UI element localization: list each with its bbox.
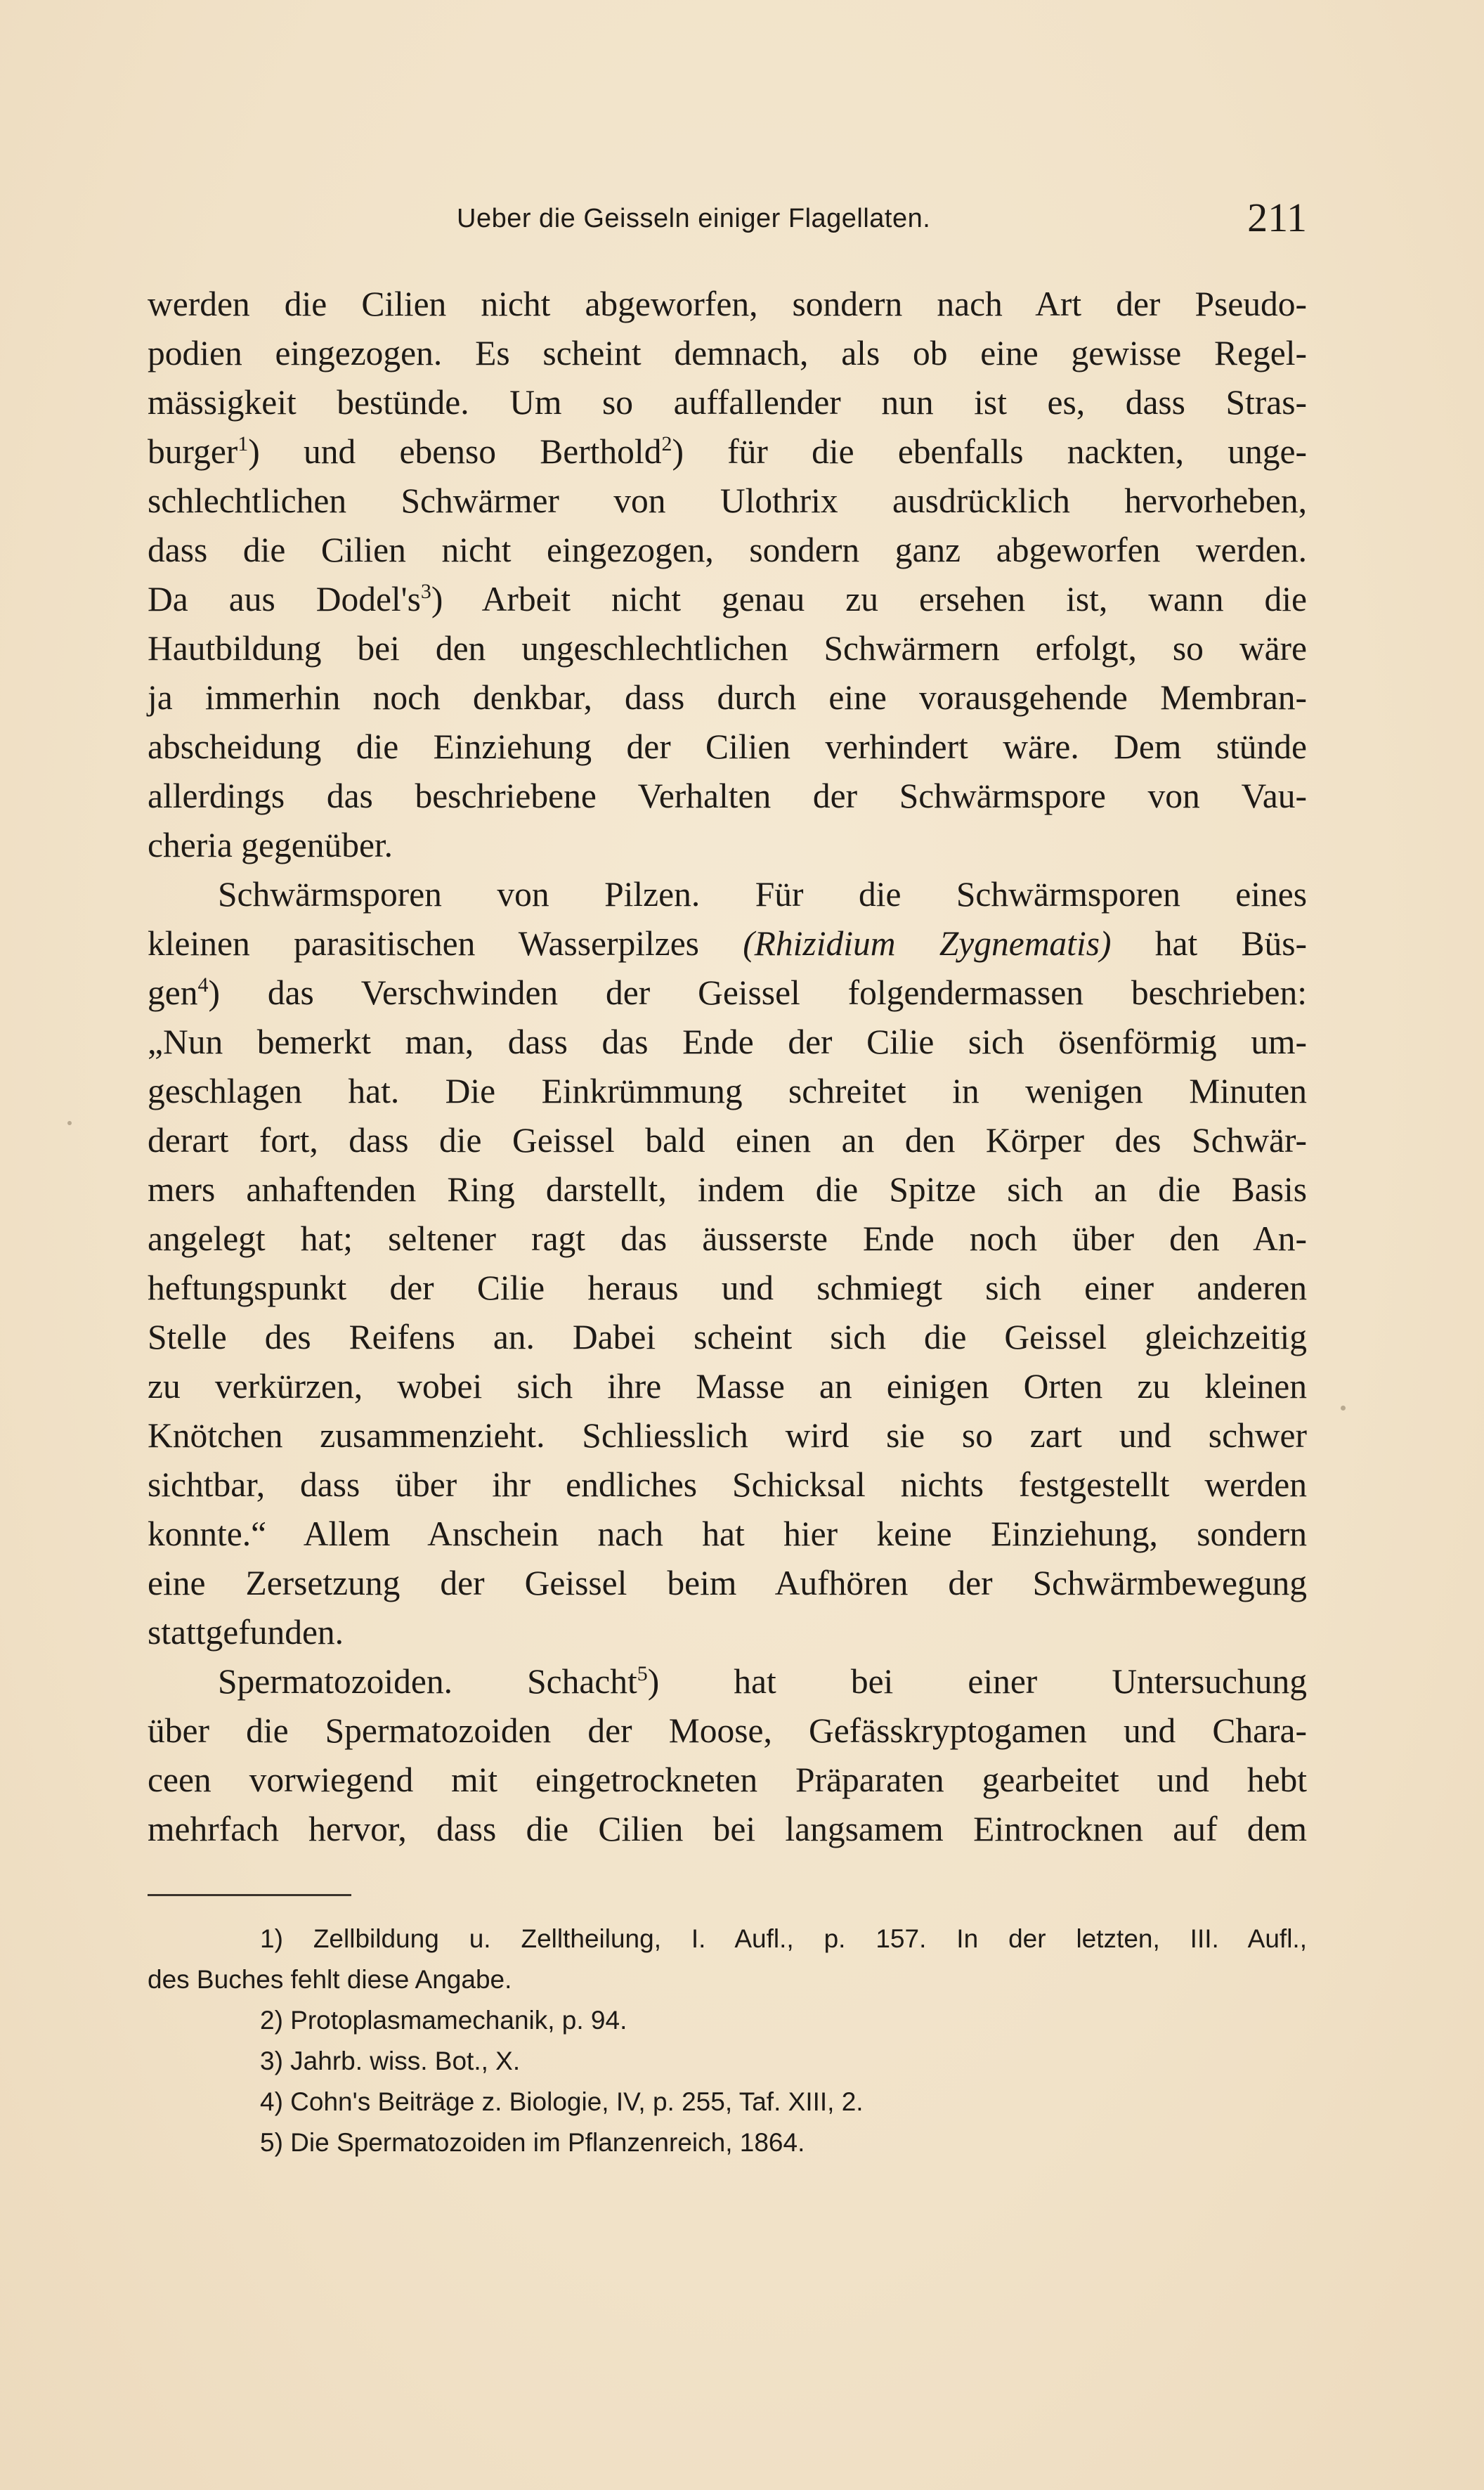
text-run: Spermatozoiden. Schacht	[218, 1662, 637, 1701]
text-line: ceen vorwiegend mit eingetrockneten Präparaten gearbeitet und hebt	[148, 1760, 1307, 1799]
footnote-3: 3) Jahrb. wiss. Bot., X.	[260, 2047, 521, 2075]
header-title: Ueber die Geisseln einiger Flagellaten.	[457, 204, 931, 233]
text-run: ) und ebenso Berthold	[248, 432, 662, 471]
text-line: „Nun bemerkt man, dass das Ende der Cilie sich ösenförmig um-	[148, 1023, 1307, 1061]
text-line: Hautbildung bei den ungeschlechtlichen Schwärmern erfolgt, so wäre	[148, 629, 1307, 668]
text-run: kleinen parasitischen Wasserpilzes	[148, 924, 743, 963]
text-line: cheria gegenüber.	[148, 826, 393, 864]
footnote-divider	[148, 1894, 351, 1896]
text-run: ) Arbeit nicht genau zu ersehen ist, wann die	[431, 580, 1308, 618]
running-header	[148, 190, 1307, 246]
text-line: geschlagen hat. Die Einkrümmung schreitet in wenigen Minuten	[148, 1072, 1307, 1110]
text-line: eine Zersetzung der Geissel beim Aufhören der Schwärmbewegung	[148, 1564, 1307, 1602]
text-line: derart fort, dass die Geissel bald einen an den Körper des Schwär-	[148, 1121, 1307, 1160]
text-line	[148, 968, 1307, 1018]
footnote-ref: 1	[237, 432, 249, 455]
text-line: mers anhaftenden Ring darstellt, indem die Spitze sich an die Basis	[148, 1170, 1307, 1209]
text-line: podien eingezogen. Es scheint demnach, als ob eine gewisse Regel-	[148, 334, 1307, 372]
footnote-ref: 5	[637, 1662, 648, 1685]
text-line: konnte.“ Allem Anschein nach hat hier keine Einziehung, sondern	[148, 1515, 1307, 1553]
text-run: burger	[148, 432, 238, 471]
text-line: schlechtlichen Schwärmer von Ulothrix ausdrücklich hervorheben,	[148, 481, 1307, 520]
body-text	[148, 280, 1307, 1854]
footnote-5: 5) Die Spermatozoiden im Pflanzenreich, 1864.	[260, 2128, 805, 2157]
text-run: gen	[148, 973, 198, 1012]
footnotes	[148, 1919, 1307, 2163]
text-run: ) für die ebenfalls nackten, unge-	[672, 432, 1307, 471]
page-number: 211	[1247, 195, 1307, 240]
text-line: Schwärmsporen von Pilzen. Für die Schwärmsporen eines	[218, 875, 1307, 914]
paper-speck	[1341, 1406, 1346, 1411]
text-line: sichtbar, dass über ihr endliches Schicksal nichts festgestellt werden	[148, 1465, 1307, 1504]
footnote-4: 4) Cohn's Beiträge z. Biologie, IV, p. 255, Taf. XIII, 2.	[260, 2087, 864, 2116]
species-name: (Rhizidium Zygnematis)	[743, 924, 1112, 963]
text-line: heftungspunkt der Cilie heraus und schmiegt sich einer anderen	[148, 1269, 1307, 1307]
footnote-1: 1) Zellbildung u. Zelltheilung, I. Aufl., p. 157. In der letzten, III. Aufl.,	[260, 1924, 1307, 1953]
text-line	[148, 1657, 1307, 1706]
text-run: ) hat bei einer Untersuchung	[647, 1662, 1308, 1701]
text-run: ) das Verschwinden der Geissel folgendermassen beschrieben:	[208, 973, 1307, 1012]
text-line: über die Spermatozoiden der Moose, Gefässkryptogamen und Chara-	[148, 1711, 1307, 1750]
text-line: stattgefunden.	[148, 1613, 344, 1652]
text-line: angelegt hat; seltener ragt das äusserste Ende noch über den An-	[148, 1219, 1307, 1258]
paper-speck	[67, 1121, 72, 1125]
footnote-ref: 4	[197, 973, 209, 997]
text-line: Knötchen zusammenzieht. Schliesslich wird sie so zart und schwer	[148, 1416, 1307, 1455]
text-line: mässigkeit bestünde. Um so auffallender nun ist es, dass Stras-	[148, 383, 1307, 422]
text-line	[148, 427, 1307, 476]
text-line: allerdings das beschriebene Verhalten der Schwärmspore von Vau-	[148, 777, 1307, 815]
text-line: dass die Cilien nicht eingezogen, sondern ganz abgeworfen werden.	[148, 531, 1307, 569]
footnote-ref: 3	[420, 580, 431, 603]
text-line: Stelle des Reifens an. Dabei scheint sich die Geissel gleichzeitig	[148, 1318, 1307, 1356]
footnote-ref: 2	[661, 432, 672, 455]
text-line: mehrfach hervor, dass die Cilien bei langsamem Eintrocknen auf dem	[148, 1810, 1307, 1848]
text-line	[148, 575, 1307, 624]
text-line: zu verkürzen, wobei sich ihre Masse an einigen Orten zu kleinen	[148, 1367, 1307, 1406]
text-line: abscheidung die Einziehung der Cilien verhindert wäre. Dem stünde	[148, 727, 1307, 766]
text-run: hat Büs-	[1111, 924, 1307, 963]
text-line	[148, 919, 1307, 968]
text-line: werden die Cilien nicht abgeworfen, sondern nach Art der Pseudo-	[148, 285, 1307, 323]
footnote-2: 2) Protoplasmamechanik, p. 94.	[260, 2006, 627, 2035]
text-line: ja immerhin noch denkbar, dass durch eine vorausgehende Membran-	[148, 678, 1307, 717]
text-run: Da aus Dodel's	[148, 580, 421, 618]
footnote-1-continued: des Buches fehlt diese Angabe.	[148, 1965, 512, 1994]
